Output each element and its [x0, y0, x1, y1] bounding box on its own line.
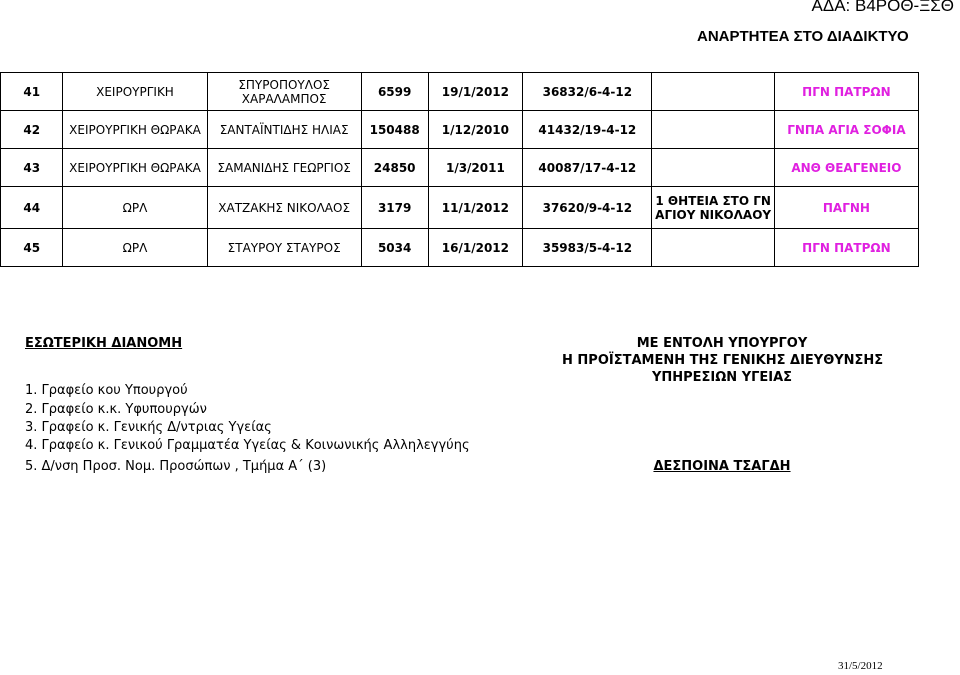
signature-line-1: ΜΕ ΕΝΤΟΛΗ ΥΠΟΥΡΓΟΥ [636, 336, 808, 351]
cell-code: 6599 [361, 73, 428, 111]
cell-hospital: ΠΓΝ ΠΑΤΡΩΝ [774, 229, 918, 267]
cell-date: 1/12/2010 [428, 111, 523, 149]
cell-hospital: ΠΓΝ ΠΑΤΡΩΝ [774, 73, 918, 111]
cell-specialty: ΧΕΙΡΟΥΡΓΙΚΗ [63, 73, 207, 111]
cell-id: 42 [1, 111, 63, 149]
page-title: ΑΝΑΡΤΗΤΕΑ ΣΤΟ ΔΙΑΔΙΚΤΥΟ [697, 28, 909, 45]
table-row [1, 73, 919, 111]
cell-hospital: ΓΝΠΑ ΑΓΙΑ ΣΟΦΙΑ [774, 111, 918, 149]
cell-specialty: ΩΡΛ [63, 229, 207, 267]
cell-date: 16/1/2012 [428, 229, 523, 267]
cell-date: 19/1/2012 [428, 73, 523, 111]
distribution-item: 3. Γραφείο κ. Γενικής Δ/ντριας Υγείας [25, 420, 272, 435]
signature-line-3: ΥΠΗΡΕΣΙΩΝ ΥΓΕΙΑΣ [651, 370, 793, 385]
cell-note [652, 73, 774, 111]
cell-specialty: ΧΕΙΡΟΥΡΓΙΚΗ ΘΩΡΑΚΑ [63, 111, 207, 149]
cell-note [652, 111, 774, 149]
cell-code: 3179 [361, 187, 428, 229]
distribution-item: 2. Γραφείο κ.κ. Υφυπουργών [25, 402, 207, 417]
footer-date: 31/5/2012 [838, 660, 883, 672]
distribution-item: 1. Γραφείο κου Υπουργού [25, 383, 188, 398]
cell-note [652, 229, 774, 267]
cell-protocol: 36832/6-4-12 [523, 73, 652, 111]
appointments-table [0, 72, 919, 267]
table-row [1, 229, 919, 267]
cell-code: 24850 [361, 149, 428, 187]
cell-name: ΣΑΝΤΑΪΝΤΙΔΗΣ ΗΛΙΑΣ [207, 111, 361, 149]
signer-name: ΔΕΣΠΟΙΝΑ ΤΣΑΓΔΗ [653, 459, 791, 474]
cell-note [652, 149, 774, 187]
ada-code: ΑΔΑ: Β4ΡΟΘ-ΞΣΘ [811, 0, 954, 15]
distribution-title: ΕΣΩΤΕΡΙΚΗ ΔΙΑΝΟΜΗ [25, 336, 183, 351]
cell-date: 11/1/2012 [428, 187, 523, 229]
cell-code: 5034 [361, 229, 428, 267]
distribution-item: 4. Γραφείο κ. Γενικού Γραμματέα Υγείας & Κοινωνικής Αλληλεγγύης [25, 438, 470, 453]
cell-hospital: ΑΝΘ ΘΕΑΓΕΝΕΙΟ [774, 149, 918, 187]
cell-id: 44 [1, 187, 63, 229]
cell-specialty: ΧΕΙΡΟΥΡΓΙΚΗ ΘΩΡΑΚΑ [63, 149, 207, 187]
cell-name: ΣΠΥΡΟΠΟΥΛΟΣ ΧΑΡΑΛΑΜΠΟΣ [207, 73, 361, 111]
cell-date: 1/3/2011 [428, 149, 523, 187]
table-row [1, 111, 919, 149]
cell-protocol: 35983/5-4-12 [523, 229, 652, 267]
cell-id: 45 [1, 229, 63, 267]
table-row [1, 149, 919, 187]
cell-name: ΧΑΤΖΑΚΗΣ ΝΙΚΟΛΑΟΣ [207, 187, 361, 229]
cell-protocol: 37620/9-4-12 [523, 187, 652, 229]
cell-note: 1 ΘΗΤΕΙΑ ΣΤΟ ΓΝ ΑΓΙΟΥ ΝΙΚΟΛΑΟΥ [652, 187, 774, 229]
signature-line-2: Η ΠΡΟΪΣΤΑΜΕΝΗ ΤΗΣ ΓΕΝΙΚΗΣ ΔΙΕΥΘΥΝΣΗΣ [562, 353, 884, 368]
cell-protocol: 40087/17-4-12 [523, 149, 652, 187]
cell-hospital: ΠΑΓΝΗ [774, 187, 918, 229]
cell-id: 41 [1, 73, 63, 111]
cell-protocol: 41432/19-4-12 [523, 111, 652, 149]
cell-id: 43 [1, 149, 63, 187]
distribution-item: 5. Δ/νση Προσ. Νομ. Προσώπων , Τμήμα Α΄ (3) [25, 459, 327, 474]
cell-code: 150488 [361, 111, 428, 149]
table-row [1, 187, 919, 229]
cell-name: ΣΤΑΥΡΟΥ ΣΤΑΥΡΟΣ [207, 229, 361, 267]
cell-specialty: ΩΡΛ [63, 187, 207, 229]
cell-name: ΣΑΜΑΝΙΔΗΣ ΓΕΩΡΓΙΟΣ [207, 149, 361, 187]
